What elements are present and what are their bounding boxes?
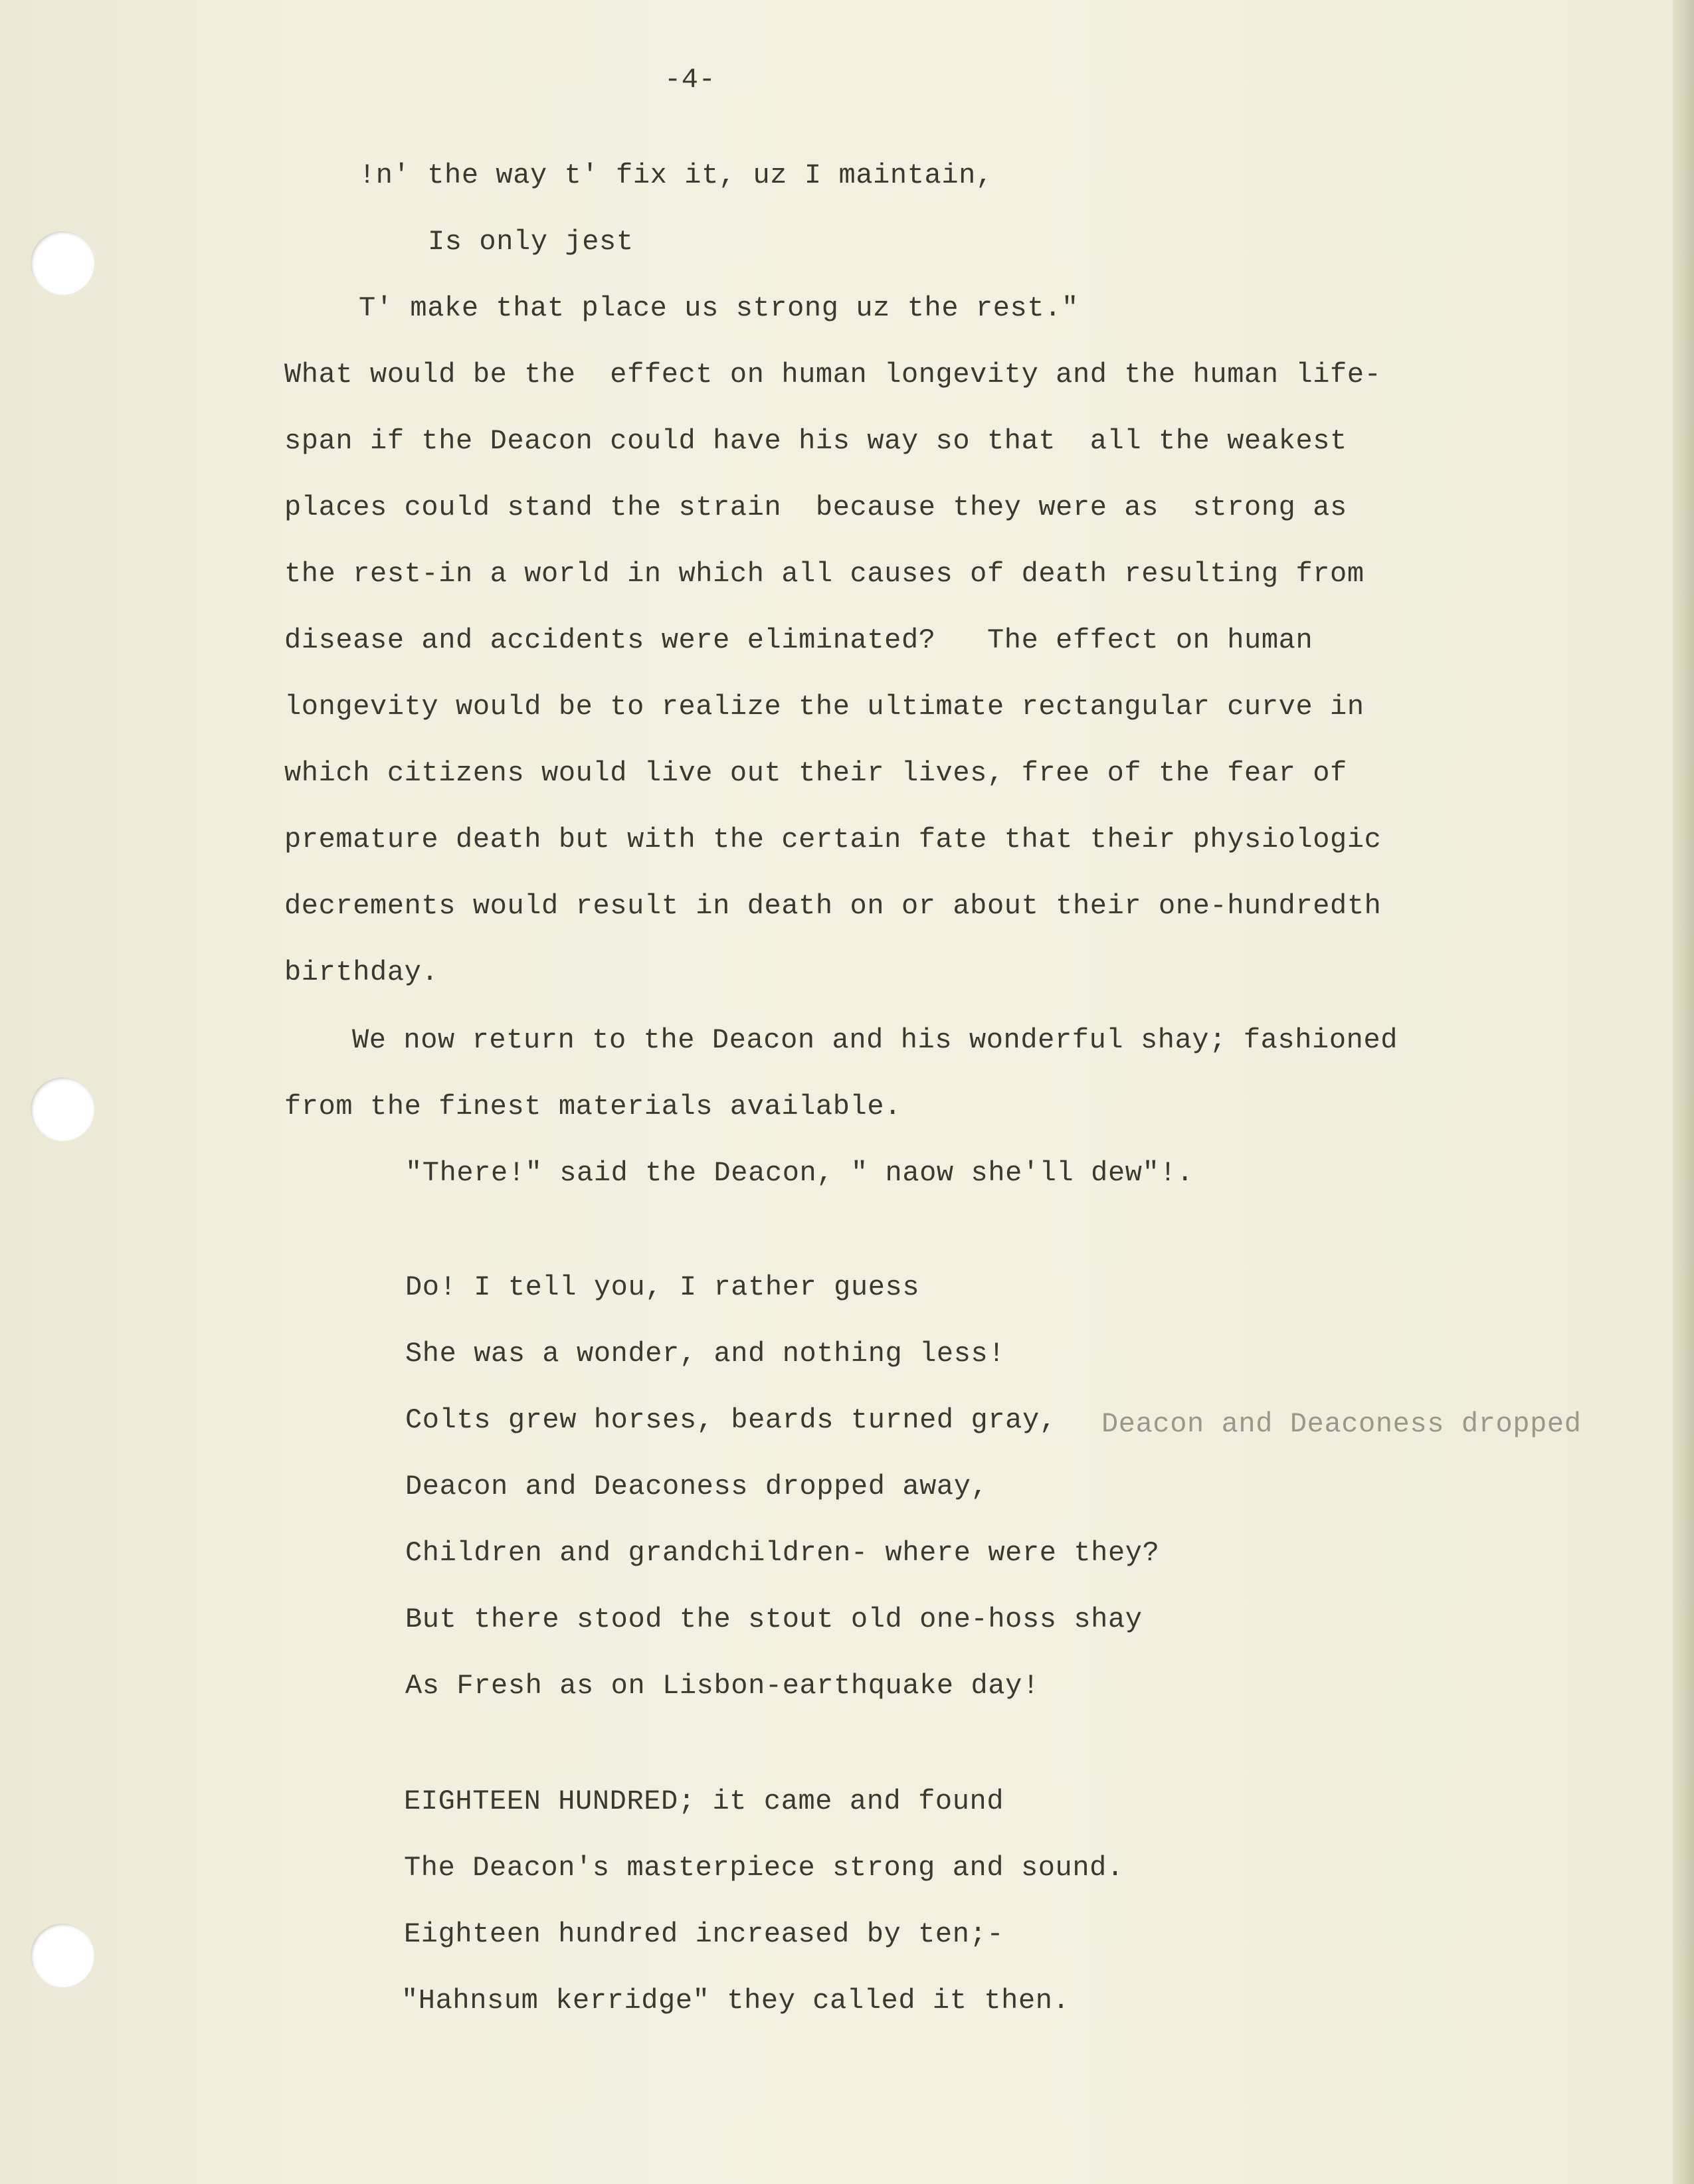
verse-line: Deacon and Deaconess dropped away, xyxy=(405,1471,988,1502)
body-text-line: decrements would result in death on or about their one-hundredth xyxy=(284,890,1382,922)
verse-line: She was a wonder, and nothing less! xyxy=(405,1338,1006,1370)
page-number: -4- xyxy=(664,64,716,96)
quote-line: "There!" said the Deacon, " naow she'll dew"!. xyxy=(405,1157,1194,1189)
verse-line: Is only jest xyxy=(428,226,634,258)
struck-text-line: Deacon and Deaconess dropped xyxy=(1101,1408,1582,1440)
body-text-line: birthday. xyxy=(284,956,439,988)
verse-line: But there stood the stout old one-hoss shay xyxy=(405,1603,1143,1635)
body-text-line: from the finest materials available. xyxy=(284,1091,901,1123)
verse-line: Colts grew horses, beards turned gray, xyxy=(405,1404,1057,1436)
body-text-line: longevity would be to realize the ultimate rectangular curve in xyxy=(284,691,1365,723)
verse-line: Eighteen hundred increased by ten;- xyxy=(404,1918,1004,1950)
body-text-line: What would be the effect on human longevity and the human life- xyxy=(284,359,1382,391)
binder-hole xyxy=(31,1924,94,1987)
body-text-line: span if the Deacon could have his way so that all the weakest xyxy=(284,425,1347,457)
verse-line: !n' the way t' fix it, uz I maintain, xyxy=(359,159,993,191)
body-text-line: premature death but with the certain fate that their physiologic xyxy=(284,824,1382,856)
verse-line: Children and grandchildren- where were they? xyxy=(405,1537,1160,1569)
body-text-line: places could stand the strain because they were as strong as xyxy=(284,492,1347,523)
body-text-line: We now return to the Deacon and his wonderful shay; fashioned xyxy=(352,1024,1398,1056)
body-text-line: the rest-in a world in which all causes of death resulting from xyxy=(284,558,1365,590)
binder-hole xyxy=(31,1077,94,1141)
verse-line: T' make that place us strong uz the rest." xyxy=(359,292,1079,324)
body-text-line: disease and accidents were eliminated? The effect on human xyxy=(284,624,1313,656)
body-text-line: which citizens would live out their lives, free of the fear of xyxy=(284,757,1347,789)
verse-line: The Deacon's masterpiece strong and sound. xyxy=(404,1852,1124,1884)
binder-hole xyxy=(31,231,94,295)
verse-line: Do! I tell you, I rather guess xyxy=(405,1271,920,1303)
verse-line: "Hahnsum kerridge" they called it then. xyxy=(401,1985,1070,2017)
verse-line: As Fresh as on Lisbon-earthquake day! xyxy=(405,1670,1040,1702)
page-edge xyxy=(1673,0,1694,2184)
verse-line: EIGHTEEN HUNDRED; it came and found xyxy=(404,1785,1004,1817)
